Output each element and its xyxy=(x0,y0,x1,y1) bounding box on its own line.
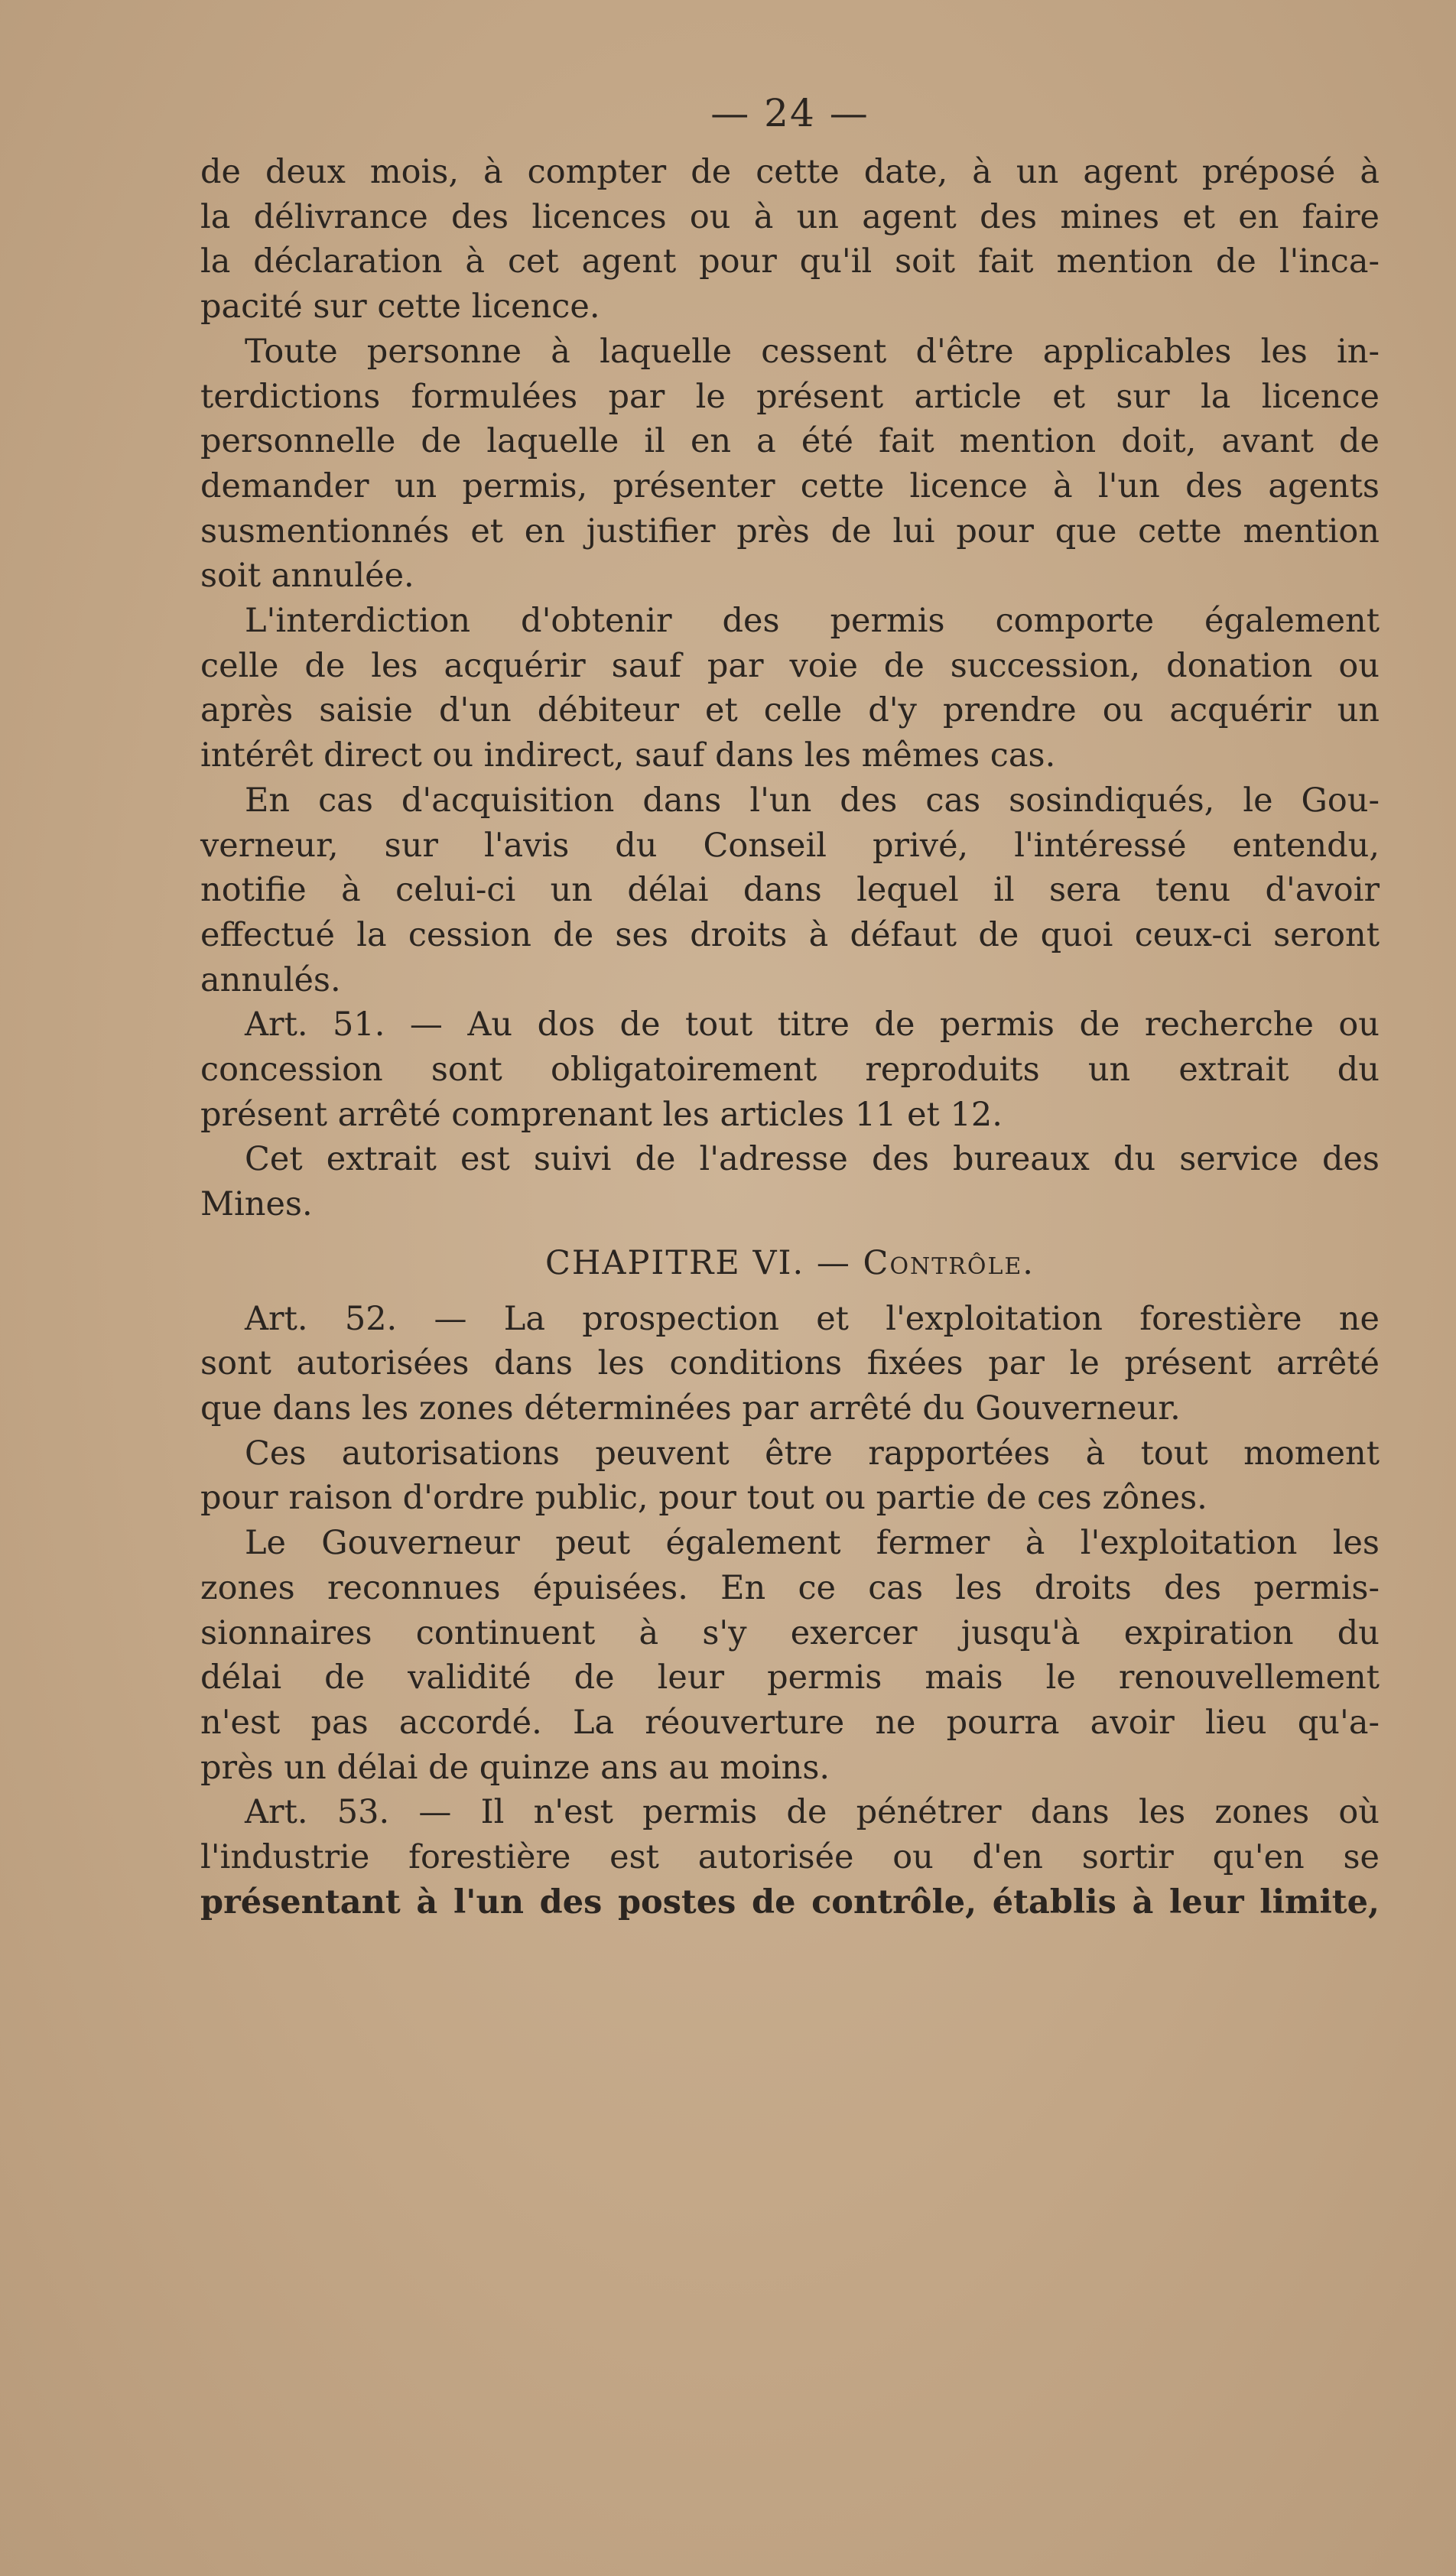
text-line: En cas d'acquisition dans l'un des cas sosindiqués, le Gou- xyxy=(245,781,1380,820)
paragraph-4 xyxy=(200,778,1380,1003)
text-line: celle de les acquérir sauf par voie de succession, donation ou xyxy=(200,646,1380,685)
text-line: délai de validité de leur permis mais le renouvellement xyxy=(200,1658,1380,1697)
text-line: sont autorisées dans les conditions fixées par le présent arrêté xyxy=(200,1344,1380,1383)
article-53 xyxy=(200,1790,1380,1925)
text-line: pour raison d'ordre public, pour tout ou partie de ces zônes. xyxy=(200,1479,1207,1518)
text-line: Cet extrait est suivi de l'adresse des bureaux du service des xyxy=(245,1140,1380,1179)
text-line: personnelle de laquelle il en a été fait mention doit, avant de xyxy=(200,422,1380,461)
text-line: Art. 52. — La prospection et l'exploitation forestière ne xyxy=(245,1299,1380,1338)
text-line: Art. 51. — Au dos de tout titre de permis de recherche ou xyxy=(245,1005,1380,1044)
text-line: la déclaration à cet agent pour qu'il soit fait mention de l'inca- xyxy=(200,242,1380,281)
chapter-number: CHAPITRE VI. — xyxy=(545,1243,851,1282)
text-line: effectué la cession de ses droits à défaut de quoi ceux-ci seront xyxy=(200,915,1380,954)
text-line: annulés. xyxy=(200,960,341,999)
paragraph-1 xyxy=(200,150,1380,330)
text-line: susmentionnés et en justifier près de lui pour que cette mention xyxy=(200,512,1380,551)
text-line: terdictions formulées par le présent article et sur la licence xyxy=(200,377,1380,416)
text-line: Mines. xyxy=(200,1185,313,1224)
document-page xyxy=(200,90,1380,1925)
text-line: sionnaires continuent à s'y exercer jusqu'à expiration du xyxy=(200,1613,1380,1652)
paragraph-6 xyxy=(200,1137,1380,1226)
text-line: n'est pas accordé. La réouverture ne pourra avoir lieu qu'a- xyxy=(200,1703,1380,1742)
paragraph-authorisations xyxy=(200,1431,1380,1521)
paragraph-gouverneur xyxy=(200,1521,1380,1790)
text-line: que dans les zones déterminées par arrêté du Gouverneur. xyxy=(200,1389,1181,1428)
text-line: intérêt direct ou indirect, sauf dans les mêmes cas. xyxy=(200,736,1056,775)
article-52 xyxy=(200,1297,1380,1431)
text-line: Le Gouverneur peut également fermer à l'exploitation les xyxy=(245,1524,1380,1563)
text-line: près un délai de quinze ans au moins. xyxy=(200,1748,830,1787)
article-51 xyxy=(200,1002,1380,1137)
paragraph-2 xyxy=(200,330,1380,599)
text-line: après saisie d'un débiteur et celle d'y prendre ou acquérir un xyxy=(200,691,1380,730)
text-line: présent arrêté comprenant les articles 11 et 12. xyxy=(200,1095,1003,1134)
text-line: Art. 53. — Il n'est permis de pénétrer dans les zones où xyxy=(245,1793,1380,1832)
text-line: la délivrance des licences ou à un agent des mines et en faire xyxy=(200,197,1380,236)
text-line: Toute personne à laquelle cessent d'être applicables les in- xyxy=(245,332,1380,371)
text-line: L'interdiction d'obtenir des permis comporte également xyxy=(245,602,1380,641)
text-line: pacité sur cette licence. xyxy=(200,287,600,326)
text-line: présentant à l'un des postes de contrôle, établis à leur limite, xyxy=(200,1882,1380,1921)
text-line: demander un permis, présenter cette licence à l'un des agents xyxy=(200,466,1380,505)
text-line: notifie à celui-ci un délai dans lequel il sera tenu d'avoir xyxy=(200,871,1380,910)
text-line: Ces autorisations peuvent être rapportées à tout moment xyxy=(245,1434,1380,1473)
chapter-heading xyxy=(200,1241,1380,1286)
text-line: de deux mois, à compter de cette date, à un agent préposé à xyxy=(200,153,1380,191)
text-line: verneur, sur l'avis du Conseil privé, l'intéressé entendu, xyxy=(200,826,1380,865)
text-line: zones reconnues épuisées. En ce cas les droits des permis- xyxy=(200,1568,1380,1607)
text-line: concession sont obligatoirement reproduits un extrait du xyxy=(200,1051,1380,1090)
text-line: soit annulée. xyxy=(200,557,414,596)
paragraph-3 xyxy=(200,599,1380,778)
page-number: — 24 — xyxy=(710,91,869,135)
chapter-title: Contrôle. xyxy=(863,1243,1035,1282)
text-line: l'industrie forestière est autorisée ou d'en sortir qu'en se xyxy=(200,1838,1380,1877)
